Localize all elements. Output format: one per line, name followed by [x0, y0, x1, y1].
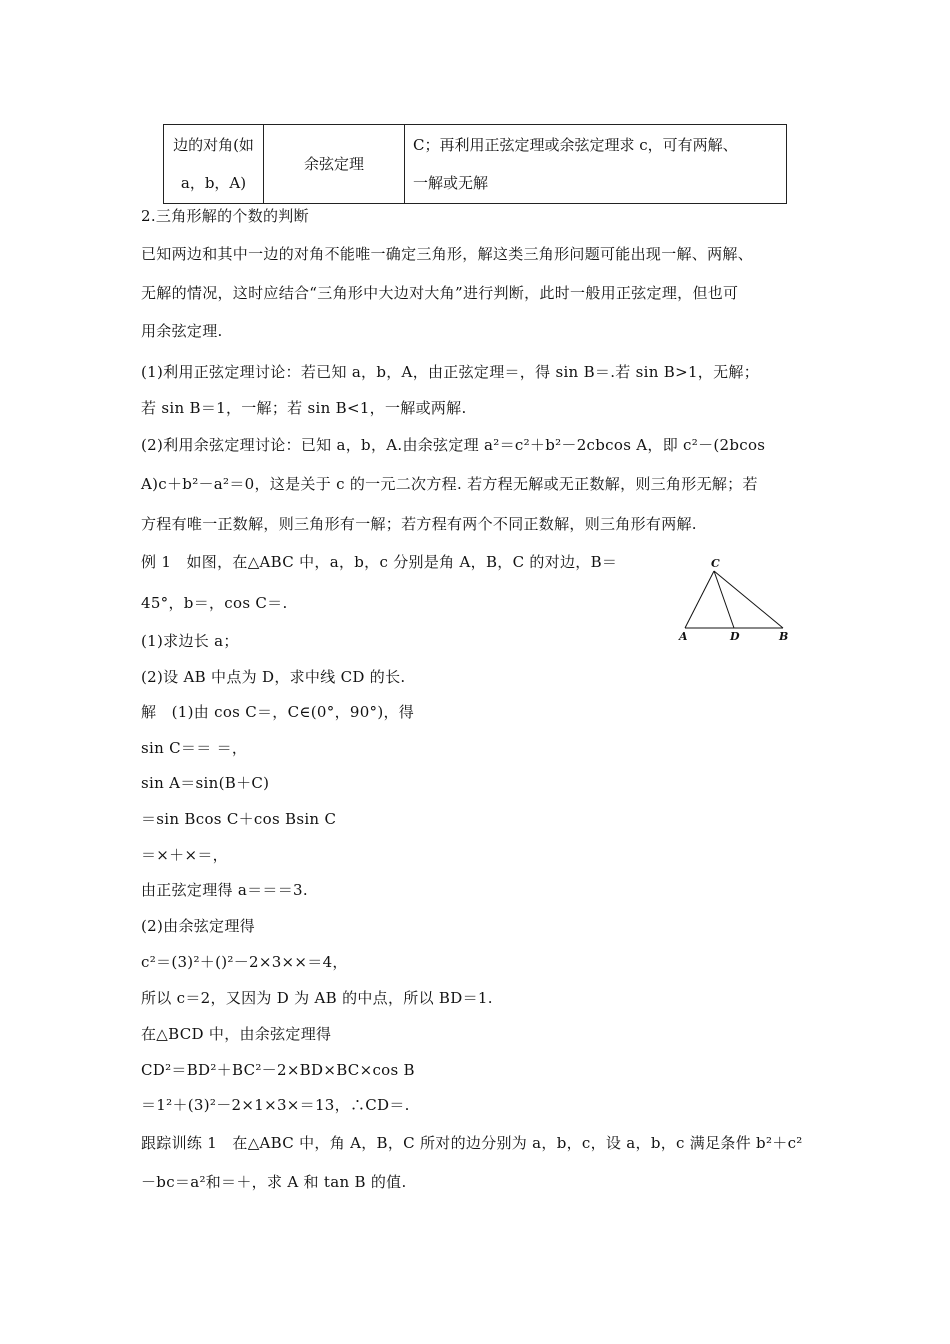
text-line: 已知两边和其中一边的对角不能唯一确定三角形，解这类三角形问题可能出现一解、两解、: [141, 245, 754, 263]
text-line: ＝1²＋(3)²－2×1×3×＝13，∴CD＝.: [141, 1096, 410, 1114]
text-line: 在△BCD 中，由余弦定理得: [141, 1025, 332, 1043]
text-line: (2)利用余弦定理讨论：已知 a，b，A.由余弦定理 a²＝c²＋b²－2cbcos A，即 c²－(2bcos: [141, 436, 766, 454]
example-heading: 例 1 如图，在△ABC 中，a，b，c 分别是角 A，B，C 的对边，B＝: [141, 553, 618, 571]
cell-line: 一解或无解: [413, 174, 489, 192]
text-line: ＝×＋×＝，: [141, 846, 228, 864]
text-line: 所以 c＝2，又因为 D 为 AB 的中点，所以 BD＝1.: [141, 989, 493, 1007]
exercise-heading: 跟踪训练 1 在△ABC 中，角 A，B，C 所对的边分别为 a，b，c，设 a，b，c 满足条件 b²＋c²: [141, 1134, 803, 1152]
table-cell-result: [405, 125, 787, 204]
text-line: ＝sin Bcos C＋cos Bsin C: [141, 810, 337, 828]
solution-line: 解 (1)由 cos C＝，C∈(0°，90°)，得: [141, 703, 415, 721]
text-line: (2)由余弦定理得: [141, 917, 255, 935]
text-line: sin C＝＝ ＝，: [141, 739, 248, 757]
cell-line: a，b，A): [180, 174, 247, 192]
text-line: 用余弦定理.: [141, 322, 223, 340]
text-line: 45°，b＝，cos C＝.: [141, 594, 288, 612]
edge-ac: [685, 571, 714, 628]
text-line: A)c＋b²－a²＝0，这是关于 c 的一元二次方程. 若方程无解或无正数解，则三角形无解；若: [141, 475, 758, 493]
text-line: (1)求边长 a；: [141, 632, 239, 650]
text-line: (1)利用正弦定理讨论：若已知 a，b，A，由正弦定理＝，得 sin B＝.若 sin B>1，无解；: [141, 363, 760, 381]
section-heading: 2.三角形解的个数的判断: [141, 207, 309, 225]
text-line: c²＝(3)²＋()²－2×3××＝4，: [141, 953, 348, 971]
vertex-label-d: D: [730, 630, 740, 643]
cell-line: C；再利用正弦定理或余弦定理求 c，可有两解、: [413, 136, 738, 154]
vertex-label-a: A: [679, 630, 688, 643]
text-line: CD²＝BD²＋BC²－2×BD×BC×cos B: [141, 1061, 415, 1079]
text-line: sin A＝sin(B＋C): [141, 774, 270, 792]
table-cell-method: 余弦定理: [264, 125, 405, 204]
cell-line: 边的对角(如: [173, 136, 254, 154]
theorem-table: [163, 124, 787, 204]
text-line: 若 sin B＝1，一解；若 sin B<1，一解或两解.: [141, 399, 467, 417]
table-row: [164, 125, 787, 204]
text-line: 无解的情况，这时应结合“三角形中大边对大角”进行判断，此时一般用正弦定理，但也可: [141, 284, 739, 302]
text-line: 由正弦定理得 a＝＝＝3.: [141, 881, 308, 899]
vertex-label-b: B: [779, 630, 789, 643]
text-line: －bc＝a²和＝＋，求 A 和 tan B 的值.: [141, 1173, 407, 1191]
triangle-figure: [673, 556, 798, 646]
vertex-label-c: C: [711, 557, 720, 570]
text-line: 方程有唯一正数解，则三角形有一解；若方程有两个不同正数解，则三角形有两解.: [141, 515, 697, 533]
triangle-edges: [685, 571, 783, 628]
text-line: (2)设 AB 中点为 D，求中线 CD 的长.: [141, 668, 406, 686]
table-cell-condition: [164, 125, 264, 204]
